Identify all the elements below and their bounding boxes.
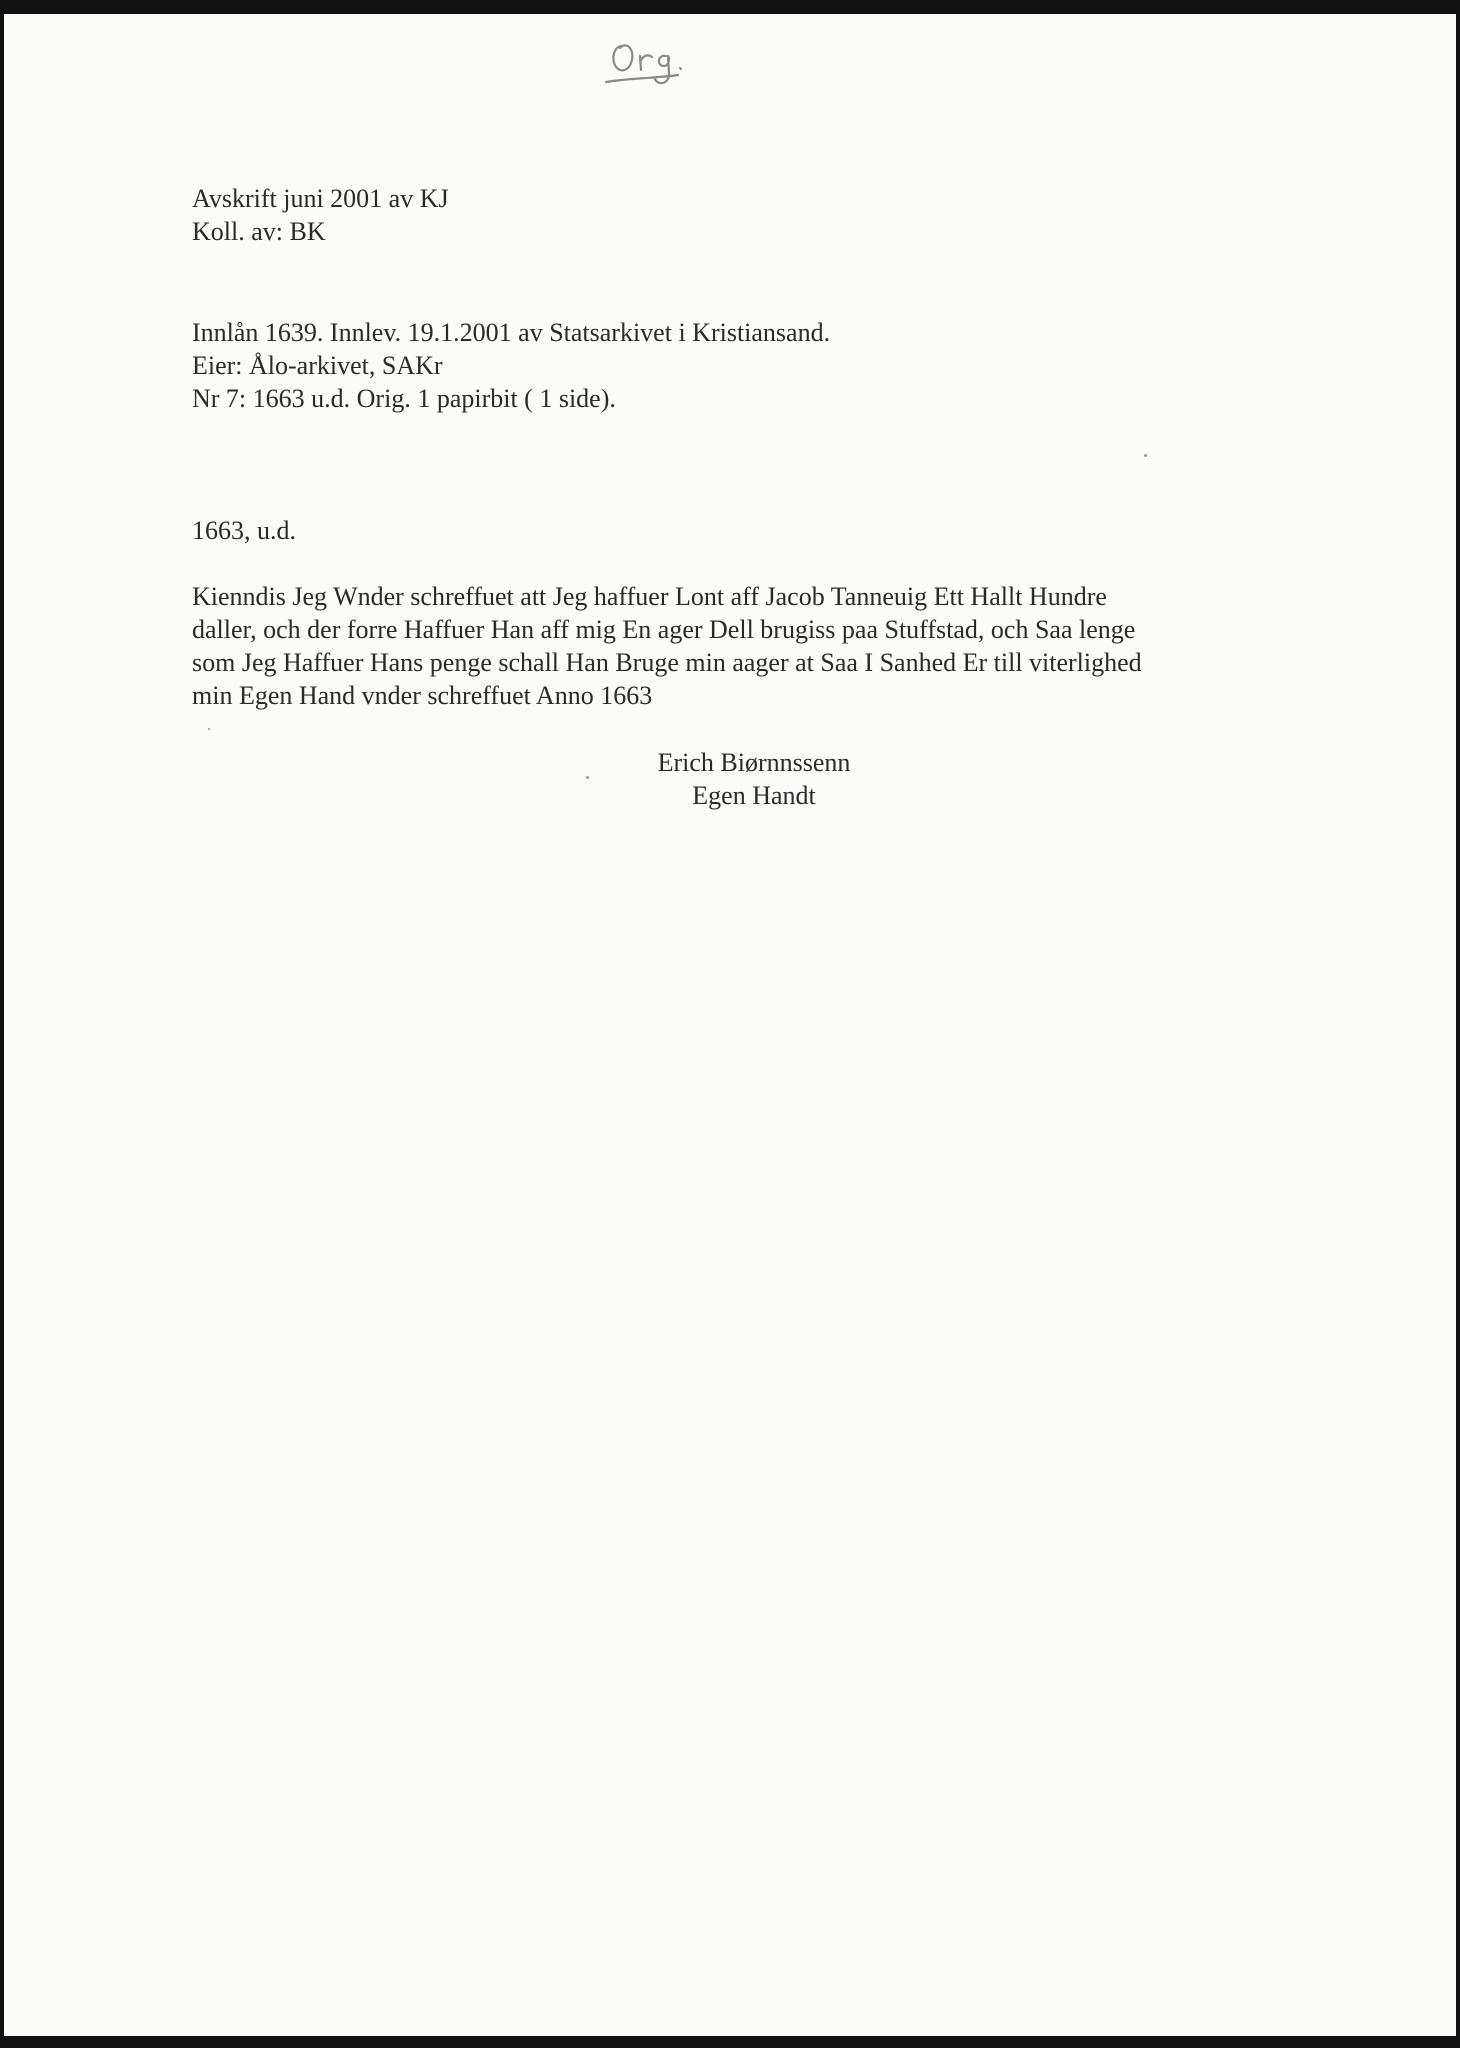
owner-info: Eier: Ålo-arkivet, SAKr <box>192 351 443 380</box>
body-line: min Egen Hand vnder schreffuet Anno 1663 <box>192 681 653 710</box>
transcription-credit: Avskrift juni 2001 av KJ <box>192 184 449 213</box>
source-info <box>192 316 830 415</box>
handwritten-org-annotation <box>600 26 710 96</box>
document-page <box>4 14 1456 2036</box>
paper-speck <box>586 776 589 779</box>
body-line: som Jeg Haffuer Hans penge schall Han Bruge min aager at Saa I Sanhed Er till viterlighed <box>192 648 1142 677</box>
signature-note: Egen Handt <box>692 781 816 810</box>
body-line: Kienndis Jeg Wnder schreffuet att Jeg haffuer Lont aff Jacob Tanneuig Ett Hallt Hundre <box>192 582 1107 611</box>
document-body <box>192 580 1142 712</box>
item-info: Nr 7: 1663 u.d. Orig. 1 papirbit ( 1 side). <box>192 384 616 413</box>
transcription-header <box>192 182 449 248</box>
signature-name: Erich Biørnnssenn <box>657 748 851 777</box>
collation-credit: Koll. av: BK <box>192 217 326 246</box>
document-date <box>192 514 296 547</box>
body-line: daller, och der forre Haffuer Han aff mig En ager Dell brugiss paa Stuffstad, och Saa lenge <box>192 615 1136 644</box>
paper-speck <box>1144 454 1147 457</box>
signature-block <box>524 746 984 812</box>
loan-info: Innlån 1639. Innlev. 19.1.2001 av Statsarkivet i Kristiansand. <box>192 318 831 347</box>
paper-speck <box>208 728 210 730</box>
date-line: 1663, u.d. <box>192 516 296 545</box>
